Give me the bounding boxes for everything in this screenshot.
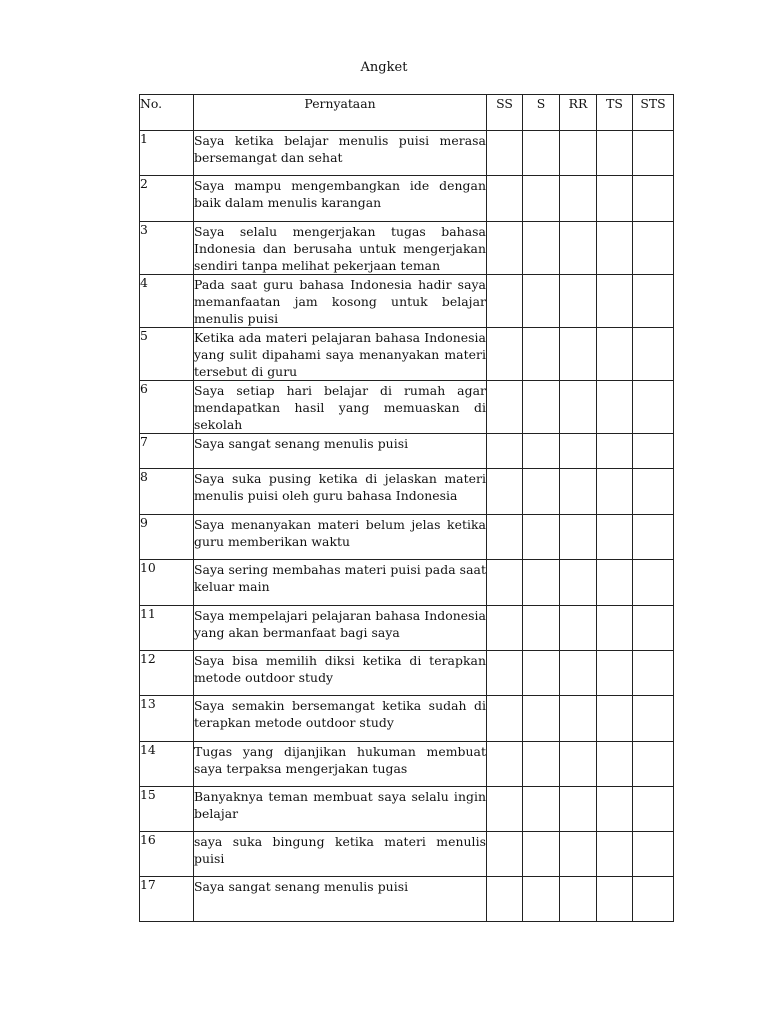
header-ss: SS <box>487 95 523 131</box>
answer-cell-ss[interactable] <box>487 515 523 560</box>
row-statement-cell <box>194 742 487 787</box>
row-statement: Saya setiap hari belajar di rumah agar mendapatkan hasil yang memuaskan di sekolah <box>194 383 486 432</box>
answer-cell-sts[interactable] <box>633 651 674 696</box>
answer-cell-s[interactable] <box>523 787 560 832</box>
answer-cell-ss[interactable] <box>487 222 523 275</box>
answer-cell-s[interactable] <box>523 222 560 275</box>
answer-cell-ss[interactable] <box>487 275 523 328</box>
answer-cell-rr[interactable] <box>560 131 597 176</box>
table-row <box>140 606 674 651</box>
answer-cell-ss[interactable] <box>487 742 523 787</box>
answer-cell-rr[interactable] <box>560 434 597 469</box>
table-row <box>140 742 674 787</box>
row-statement: Saya selalu mengerjakan tugas bahasa Indonesia dan berusaha untuk mengerjakan sendiri tanpa melihat pekerjaan teman <box>194 224 486 273</box>
document-title: Angket <box>360 60 408 75</box>
answer-cell-s[interactable] <box>523 381 560 434</box>
row-number: 8 <box>140 469 194 515</box>
row-statement: Saya sering membahas materi puisi pada saat keluar main <box>194 562 486 594</box>
answer-cell-rr[interactable] <box>560 832 597 877</box>
answer-cell-ss[interactable] <box>487 832 523 877</box>
answer-cell-ts[interactable] <box>597 606 633 651</box>
answer-cell-ts[interactable] <box>597 176 633 222</box>
header-statement: Pernyataan <box>194 95 487 131</box>
answer-cell-ts[interactable] <box>597 832 633 877</box>
answer-cell-rr[interactable] <box>560 651 597 696</box>
answer-cell-sts[interactable] <box>633 606 674 651</box>
row-statement: Saya sangat senang menulis puisi <box>194 436 409 451</box>
answer-cell-rr[interactable] <box>560 696 597 742</box>
answer-cell-s[interactable] <box>523 832 560 877</box>
row-statement: Saya suka pusing ketika di jelaskan materi menulis puisi oleh guru bahasa Indonesia <box>194 471 486 503</box>
answer-cell-ts[interactable] <box>597 275 633 328</box>
answer-cell-ts[interactable] <box>597 131 633 176</box>
row-statement-cell <box>194 176 487 222</box>
row-number: 11 <box>140 606 194 651</box>
answer-cell-s[interactable] <box>523 131 560 176</box>
answer-cell-sts[interactable] <box>633 696 674 742</box>
answer-cell-s[interactable] <box>523 651 560 696</box>
answer-cell-sts[interactable] <box>633 515 674 560</box>
answer-cell-ss[interactable] <box>487 328 523 381</box>
answer-cell-rr[interactable] <box>560 515 597 560</box>
answer-cell-s[interactable] <box>523 469 560 515</box>
answer-cell-s[interactable] <box>523 606 560 651</box>
row-number: 5 <box>140 328 194 381</box>
row-number: 6 <box>140 381 194 434</box>
answer-cell-rr[interactable] <box>560 742 597 787</box>
answer-cell-rr[interactable] <box>560 381 597 434</box>
row-number: 4 <box>140 275 194 328</box>
row-number: 3 <box>140 222 194 275</box>
row-statement-cell <box>194 651 487 696</box>
answer-cell-ts[interactable] <box>597 222 633 275</box>
row-statement-cell <box>194 381 487 434</box>
row-number: 14 <box>140 742 194 787</box>
answer-cell-rr[interactable] <box>560 222 597 275</box>
row-statement: saya suka bingung ketika materi menulis puisi <box>194 834 486 866</box>
answer-cell-sts[interactable] <box>633 469 674 515</box>
answer-cell-sts[interactable] <box>633 877 674 922</box>
row-statement: Ketika ada materi pelajaran bahasa Indonesia yang sulit dipahami saya menanyakan materi tersebut di guru <box>194 330 486 379</box>
row-statement-cell <box>194 515 487 560</box>
answer-cell-sts[interactable] <box>633 787 674 832</box>
header-ts: TS <box>597 95 633 131</box>
row-statement-cell <box>194 832 487 877</box>
answer-cell-s[interactable] <box>523 696 560 742</box>
row-statement-cell <box>194 131 487 176</box>
answer-cell-sts[interactable] <box>633 832 674 877</box>
table-row <box>140 434 674 469</box>
header-no: No. <box>140 95 194 131</box>
answer-cell-ts[interactable] <box>597 742 633 787</box>
answer-cell-sts[interactable] <box>633 434 674 469</box>
row-number: 13 <box>140 696 194 742</box>
answer-cell-sts[interactable] <box>633 381 674 434</box>
answer-cell-ts[interactable] <box>597 328 633 381</box>
table-row <box>140 651 674 696</box>
row-statement: Tugas yang dijanjikan hukuman membuat saya terpaksa mengerjakan tugas <box>194 744 486 776</box>
row-number: 1 <box>140 131 194 176</box>
answer-cell-ss[interactable] <box>487 469 523 515</box>
answer-cell-rr[interactable] <box>560 877 597 922</box>
answer-cell-ss[interactable] <box>487 560 523 606</box>
answer-cell-s[interactable] <box>523 328 560 381</box>
row-number: 2 <box>140 176 194 222</box>
answer-cell-ts[interactable] <box>597 696 633 742</box>
table-header-row <box>140 95 674 131</box>
answer-cell-s[interactable] <box>523 560 560 606</box>
row-statement: Pada saat guru bahasa Indonesia hadir saya memanfaatan jam kosong untuk belajar menulis puisi <box>194 277 486 326</box>
header-rr: RR <box>560 95 597 131</box>
row-statement-cell <box>194 434 487 469</box>
answer-cell-s[interactable] <box>523 176 560 222</box>
row-number: 16 <box>140 832 194 877</box>
answer-cell-sts[interactable] <box>633 176 674 222</box>
row-statement-cell <box>194 469 487 515</box>
row-statement: Banyaknya teman membuat saya selalu ingin belajar <box>194 789 486 821</box>
table-row <box>140 328 674 381</box>
table-row <box>140 787 674 832</box>
answer-cell-ts[interactable] <box>597 515 633 560</box>
row-statement: Saya semakin bersemangat ketika sudah di terapkan metode outdoor study <box>194 698 486 730</box>
table-row <box>140 131 674 176</box>
answer-cell-sts[interactable] <box>633 560 674 606</box>
answer-cell-ss[interactable] <box>487 131 523 176</box>
answer-cell-s[interactable] <box>523 434 560 469</box>
table-row <box>140 696 674 742</box>
row-statement: Saya mampu mengembangkan ide dengan baik dalam menulis karangan <box>194 178 486 210</box>
answer-cell-sts[interactable] <box>633 275 674 328</box>
answer-cell-rr[interactable] <box>560 275 597 328</box>
table-row <box>140 877 674 922</box>
answer-cell-sts[interactable] <box>633 328 674 381</box>
answer-cell-ts[interactable] <box>597 877 633 922</box>
answer-cell-ss[interactable] <box>487 696 523 742</box>
row-statement-cell <box>194 877 487 922</box>
answer-cell-rr[interactable] <box>560 606 597 651</box>
answer-cell-s[interactable] <box>523 275 560 328</box>
row-statement-cell <box>194 696 487 742</box>
table-row <box>140 832 674 877</box>
answer-cell-sts[interactable] <box>633 131 674 176</box>
answer-cell-rr[interactable] <box>560 787 597 832</box>
answer-cell-ss[interactable] <box>487 787 523 832</box>
questionnaire-table <box>139 94 674 922</box>
row-number: 7 <box>140 434 194 469</box>
answer-cell-ts[interactable] <box>597 469 633 515</box>
answer-cell-rr[interactable] <box>560 328 597 381</box>
row-statement: Saya ketika belajar menulis puisi merasa bersemangat dan sehat <box>194 133 486 165</box>
table-row <box>140 560 674 606</box>
answer-cell-ss[interactable] <box>487 381 523 434</box>
row-statement: Saya sangat senang menulis puisi <box>194 879 409 894</box>
answer-cell-sts[interactable] <box>633 742 674 787</box>
answer-cell-s[interactable] <box>523 877 560 922</box>
table-row <box>140 275 674 328</box>
answer-cell-ts[interactable] <box>597 434 633 469</box>
answer-cell-ss[interactable] <box>487 651 523 696</box>
row-statement-cell <box>194 787 487 832</box>
row-statement-cell <box>194 275 487 328</box>
answer-cell-s[interactable] <box>523 742 560 787</box>
row-statement: Saya bisa memilih diksi ketika di terapkan metode outdoor study <box>194 653 486 685</box>
row-number: 10 <box>140 560 194 606</box>
row-statement-cell <box>194 328 487 381</box>
row-number: 17 <box>140 877 194 922</box>
answer-cell-sts[interactable] <box>633 222 674 275</box>
table-row <box>140 176 674 222</box>
row-statement-cell <box>194 560 487 606</box>
answer-cell-ts[interactable] <box>597 560 633 606</box>
row-number: 12 <box>140 651 194 696</box>
row-statement-cell <box>194 222 487 275</box>
answer-cell-ts[interactable] <box>597 381 633 434</box>
row-number: 9 <box>140 515 194 560</box>
header-s: S <box>523 95 560 131</box>
answer-cell-ts[interactable] <box>597 787 633 832</box>
table-row <box>140 469 674 515</box>
answer-cell-ts[interactable] <box>597 651 633 696</box>
answer-cell-rr[interactable] <box>560 469 597 515</box>
table-row <box>140 381 674 434</box>
answer-cell-ss[interactable] <box>487 434 523 469</box>
answer-cell-rr[interactable] <box>560 560 597 606</box>
answer-cell-ss[interactable] <box>487 606 523 651</box>
answer-cell-rr[interactable] <box>560 176 597 222</box>
row-statement: Saya menanyakan materi belum jelas ketika guru memberikan waktu <box>194 517 486 549</box>
answer-cell-ss[interactable] <box>487 877 523 922</box>
row-number: 15 <box>140 787 194 832</box>
table-body <box>140 131 674 922</box>
answer-cell-s[interactable] <box>523 515 560 560</box>
header-sts: STS <box>633 95 674 131</box>
table-row <box>140 515 674 560</box>
row-statement: Saya mempelajari pelajaran bahasa Indonesia yang akan bermanfaat bagi saya <box>194 608 486 640</box>
answer-cell-ss[interactable] <box>487 176 523 222</box>
row-statement-cell <box>194 606 487 651</box>
table-row <box>140 222 674 275</box>
